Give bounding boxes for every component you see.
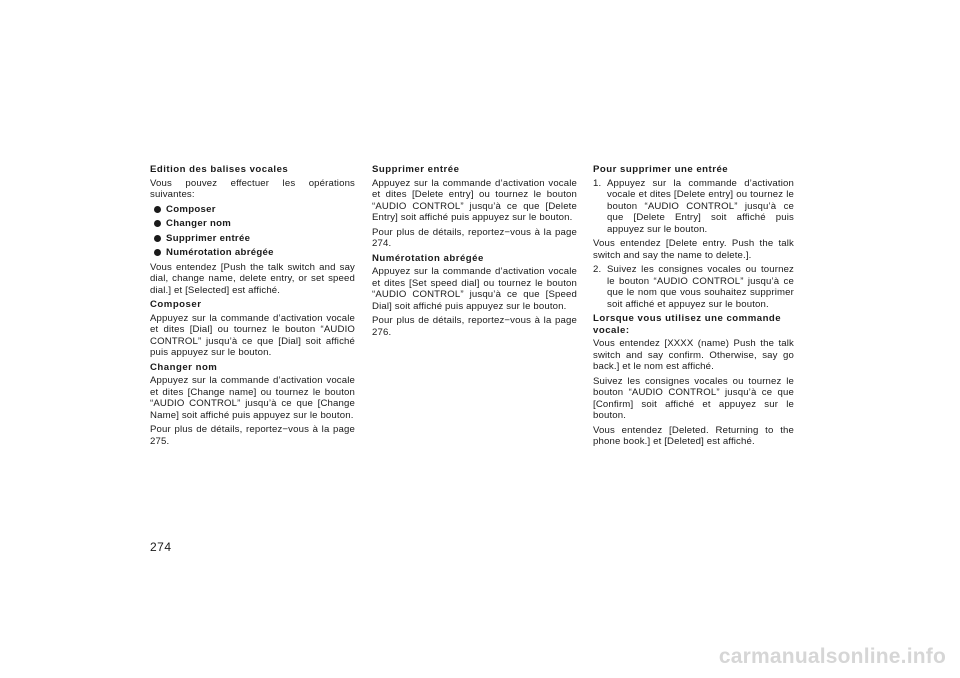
bullet-icon: [154, 249, 161, 256]
bullet-item: [154, 204, 355, 216]
bullet-icon: [154, 220, 161, 227]
follow-instructions-paragraph: Suivez les consignes vocales ou tournez le bouton “AUDIO CONTROL” jusqu’à ce que [Confirm] soit affiché et appuyez sur le bouton.: [593, 375, 794, 421]
subheading-speed-dial: Numérotation abrégée: [372, 252, 484, 264]
deleted-confirmation-paragraph: Vous entendez [Deleted. Returning to the phone book.] et [Deleted] est affiché.: [593, 424, 794, 447]
voice-prompt-paragraph: Vous entendez [Delete entry. Push the talk switch and say the name to delete.].: [593, 238, 794, 261]
voice-command-paragraph: Vous entendez [XXXX (name) Push the talk switch and say confirm. Otherwise, say go back.] et le nom est affiché.: [593, 338, 794, 372]
bullet-label: Changer nom: [166, 218, 232, 229]
column-middle: [372, 164, 577, 341]
compose-paragraph: Appuyez sur la commande d’activation vocale et dites [Dial] ou tournez le bouton “AUDIO CONTROL” jusqu’à ce que [Dial] soit affiché puis appuyez sur le bouton.: [150, 312, 355, 358]
subheading-delete-entry: Supprimer entrée: [372, 164, 460, 175]
delete-entry-paragraph: Appuyez sur la commande d’activation vocale et dites [Delete entry] ou tournez le bouton “AUDIO CONTROL” jusqu’à ce que [Delete Entry] soit affiché puis appuyez sur le bouton.: [372, 177, 577, 223]
page-reference: Pour plus de détails, reportez−vous à la page 276.: [372, 315, 577, 338]
bullet-label: Composer: [166, 203, 216, 215]
step-text: Suivez les consignes vocales ou tournez le bouton “AUDIO CONTROL” jusqu’à ce que le nom que vous souhaitez supprimer soit affiché et appuyez sur le bouton.: [607, 264, 794, 310]
bullet-icon: [154, 235, 161, 242]
intro-paragraph: Vous pouvez effectuer les opérations suivantes:: [150, 177, 355, 200]
change-name-paragraph: Appuyez sur la commande d’activation vocale et dites [Change name] ou tournez le bouton “AUDIO CONTROL” jusqu’à ce que [Change Name] soit affiché puis appuyez sur le bouton.: [150, 375, 355, 421]
bullet-label: Supprimer entrée: [166, 232, 251, 244]
voice-prompt-paragraph: Vous entendez [Push the talk switch and say dial, change name, delete entry, or set speed dial.] et [Selected] est affiché.: [150, 261, 355, 296]
section-heading-edit-voice-tags: Edition des balises vocales: [150, 164, 289, 175]
column-right: [593, 164, 794, 451]
speed-dial-paragraph: Appuyez sur la commande d’activation vocale et dites [Set speed dial] ou tournez le bouton “AUDIO CONTROL” jusqu’à ce que [Speed Dial] soit affiché puis appuyez sur le bouton.: [372, 266, 577, 312]
page-reference: Pour plus de détails, reportez−vous à la page 275.: [150, 424, 355, 447]
bullet-item: [154, 233, 355, 245]
subheading-compose: Composer: [150, 299, 202, 310]
subheading-change-name: Changer nom: [150, 361, 218, 373]
numbered-step: [593, 264, 794, 310]
subheading-voice-command: Lorsque vous utilisez une commande vocale:: [593, 313, 782, 336]
bullet-label: Numérotation abrégée: [166, 247, 274, 258]
bullet-icon: [154, 206, 161, 213]
subheading-delete-an-entry: Pour supprimer une entrée: [593, 164, 729, 175]
bullet-item: [154, 247, 355, 259]
watermark: carmanualsonline.info: [718, 645, 946, 668]
bullet-item: [154, 218, 355, 230]
step-text: Appuyez sur la commande d’activation vocale et dites [Delete entry] ou tournez le bouton “AUDIO CONTROL” jusqu’à ce que [Delete Entry] soit affiché puis appuyez sur le bouton.: [607, 177, 794, 235]
numbered-step: [593, 178, 794, 236]
step-number: 2.: [593, 264, 602, 275]
step-number: 1.: [593, 177, 602, 189]
column-left: [150, 164, 355, 450]
page-number: 274: [150, 540, 172, 554]
page-reference: Pour plus de détails, reportez−vous à la page 274.: [372, 226, 577, 249]
